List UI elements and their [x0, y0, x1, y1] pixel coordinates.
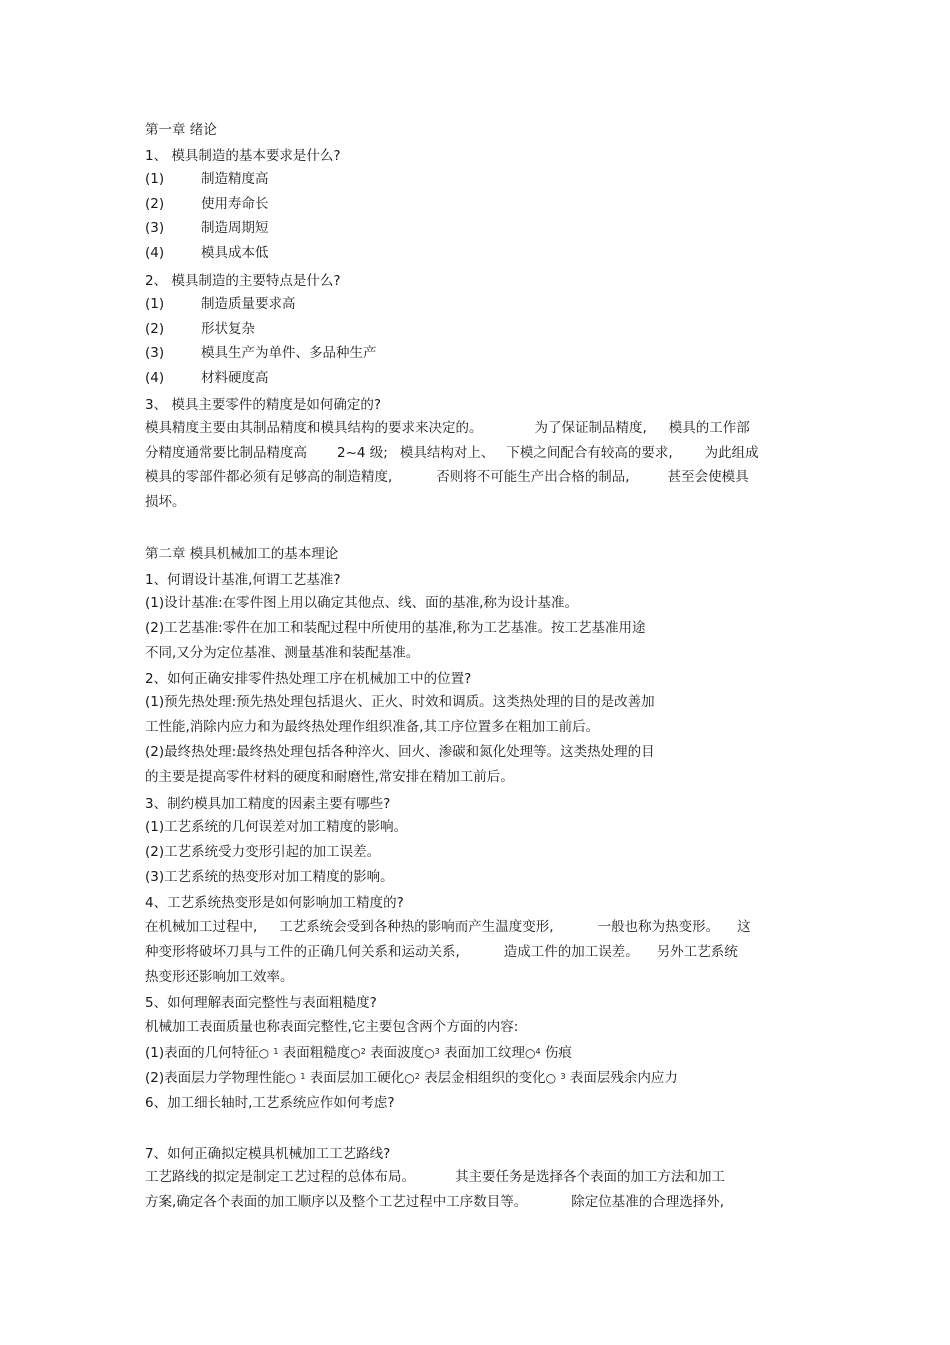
marker-number: 1 — [273, 1047, 279, 1056]
answer-line: (2)工艺基准:零件在加工和装配过程中所使用的基准,称为工艺基准。按工艺基准用途 — [145, 620, 646, 636]
text-segment: 下模之间配合有较高的要求, — [506, 445, 673, 461]
text-segment: 否则将不可能生产出合格的制品, — [436, 469, 630, 485]
item-number: (4) — [145, 370, 165, 386]
question-7: 7、如何正确拟定模具机械加工工艺路线? — [145, 1146, 391, 1162]
item-number: (1) — [145, 171, 165, 187]
text-segment: 这 — [737, 919, 751, 935]
answer-line — [145, 1168, 725, 1186]
answer-line — [145, 918, 751, 936]
text-segment: 种变形将破坏刀具与工件的正确几何关系和运动关系, — [145, 944, 460, 960]
text-segment: 模具的工作部 — [668, 420, 750, 436]
text-segment: 表面粗糙度 — [282, 1045, 351, 1061]
marker-number: 2 — [360, 1047, 366, 1056]
marker-number: 3 — [434, 1047, 440, 1056]
text-segment: 伤痕 — [544, 1045, 572, 1061]
text-segment: 工艺路线的拟定是制定工艺过程的总体布局。 — [145, 1169, 415, 1185]
item-text: 制造精度高 — [201, 171, 269, 187]
item-text: 使用寿命长 — [201, 196, 269, 212]
chapter-2-title: 第二章 模具机械加工的基本理论 — [145, 546, 339, 562]
question-1: 1、何谓设计基准,何谓工艺基准? — [145, 572, 341, 588]
circle-marker: ○ — [350, 1046, 361, 1060]
circle-marker: ○ — [404, 1071, 415, 1085]
answer-line: (2)工艺系统受力变形引起的加工误差。 — [145, 844, 381, 860]
answer-line — [145, 1193, 724, 1211]
answer-line: (1)工艺系统的几何误差对加工精度的影响。 — [145, 819, 408, 835]
item-number: (3) — [145, 345, 165, 361]
answer-line — [145, 1068, 678, 1087]
item-text: 制造质量要求高 — [201, 296, 296, 312]
text-segment: 造成工件的加工误差。 — [503, 944, 639, 960]
marker-number: 1 — [300, 1072, 306, 1081]
text-segment: 模具精度主要由其制品精度和模具结构的要求来决定的。 — [145, 420, 483, 436]
item-number: (4) — [145, 245, 165, 261]
answer-line — [145, 943, 738, 961]
answer-line: 损坏。 — [145, 494, 186, 510]
list-item — [145, 320, 255, 338]
text-segment: 表面层残余内应力 — [569, 1070, 678, 1086]
answer-line — [145, 419, 750, 437]
answer-line: (2)最终热处理:最终热处理包括各种淬火、回火、渗碳和氮化处理等。这类热处理的目 — [145, 744, 655, 760]
list-item — [145, 244, 269, 262]
item-text: 制造周期短 — [201, 220, 269, 236]
answer-line: 机械加工表面质量也称表面完整性,它主要包含两个方面的内容: — [145, 1019, 519, 1035]
item-number: (2) — [145, 321, 165, 337]
question-2: 2、如何正确安排零件热处理工序在机械加工中的位置? — [145, 671, 472, 687]
list-item — [145, 219, 269, 237]
text-segment: 除定位基准的合理选择外, — [571, 1194, 725, 1210]
answer-line: 不同,又分为定位基准、测量基准和装配基准。 — [145, 645, 420, 661]
answer-line: (1)预先热处理:预先热处理包括退火、正火、时效和调质。这类热处理的目的是改善加 — [145, 694, 655, 710]
text-segment: 一般也称为热变形。 — [597, 919, 720, 935]
text-segment: 表面波度 — [370, 1045, 425, 1061]
answer-line: 热变形还影响加工效率。 — [145, 969, 294, 985]
text-segment: 工艺系统会受到各种热的影响而产生温度变形, — [279, 919, 554, 935]
text-segment: 表面加工纹理 — [444, 1045, 526, 1061]
text-segment: 甚至会使模具 — [667, 469, 749, 485]
answer-line: 工性能,消除内应力和为最终热处理作组织准备,其工序位置多在粗加工前后。 — [145, 719, 600, 735]
item-text: 形状复杂 — [201, 321, 255, 337]
answer-line — [145, 468, 749, 486]
marker-number: 4 — [535, 1047, 541, 1056]
list-item — [145, 295, 296, 313]
text-segment: 在机械加工过程中, — [145, 919, 258, 935]
item-number: (2) — [145, 196, 165, 212]
text-segment: (2)表面层力学物理性能 — [145, 1070, 286, 1086]
item-text: 模具生产为单件、多品种生产 — [201, 345, 377, 361]
text-segment: 模具的零部件都必须有足够高的制造精度, — [145, 469, 393, 485]
question-4: 4、工艺系统热变形是如何影响加工精度的? — [145, 895, 404, 911]
question-3: 3、制约模具加工精度的因素主要有哪些? — [145, 796, 391, 812]
circle-marker: ○ — [285, 1071, 297, 1085]
list-item — [145, 369, 269, 387]
text-segment: 另外工艺系统 — [656, 944, 738, 960]
list-item — [145, 195, 269, 213]
list-item — [145, 344, 377, 362]
question-2: 2、 模具制造的主要特点是什么? — [145, 273, 341, 289]
answer-line: 的主要是提高零件材料的硬度和耐磨性,常安排在精加工前后。 — [145, 769, 514, 785]
list-item — [145, 170, 269, 188]
marker-number: 2 — [414, 1072, 420, 1081]
item-text: 模具成本低 — [201, 245, 269, 261]
text-segment: 其主要任务是选择各个表面的加工方法和加工 — [455, 1169, 725, 1185]
item-number: (3) — [145, 220, 165, 236]
text-segment: 方案,确定各个表面的加工顺序以及整个工艺过程中工序数目等。 — [145, 1194, 528, 1210]
marker-number: 3 — [560, 1072, 566, 1081]
text-segment: 模具结构对上、 — [399, 445, 495, 461]
text-segment: 表层金相组织的变化 — [424, 1070, 546, 1086]
text-segment: 为了保证制品精度, — [534, 420, 647, 436]
question-5: 5、如何理解表面完整性与表面粗糙度? — [145, 995, 377, 1011]
answer-line — [145, 1043, 572, 1062]
circle-marker: ○ — [545, 1071, 557, 1085]
question-1: 1、 模具制造的基本要求是什么? — [145, 148, 341, 164]
circle-marker: ○ — [258, 1046, 270, 1060]
text-segment: 为此组成 — [704, 445, 759, 461]
question-6: 6、加工细长轴时,工艺系统应作如何考虑? — [145, 1095, 395, 1111]
circle-marker: ○ — [424, 1046, 435, 1060]
answer-line: (3)工艺系统的热变形对加工精度的影响。 — [145, 869, 394, 885]
text-segment: 2~4 级; — [337, 445, 388, 461]
question-3: 3、 模具主要零件的精度是如何确定的? — [145, 397, 382, 413]
text-segment: 表面层加工硬化 — [309, 1070, 405, 1086]
chapter-1-title: 第一章 绪论 — [145, 122, 217, 138]
item-number: (1) — [145, 296, 165, 312]
text-segment: 分精度通常要比制品精度高 — [145, 445, 307, 461]
answer-line — [145, 444, 759, 462]
circle-marker: ○ — [525, 1046, 536, 1060]
answer-line: (1)设计基准:在零件图上用以确定其他点、线、面的基准,称为设计基准。 — [145, 595, 578, 611]
item-text: 材料硬度高 — [201, 370, 269, 386]
text-segment: (1)表面的几何特征 — [145, 1045, 259, 1061]
